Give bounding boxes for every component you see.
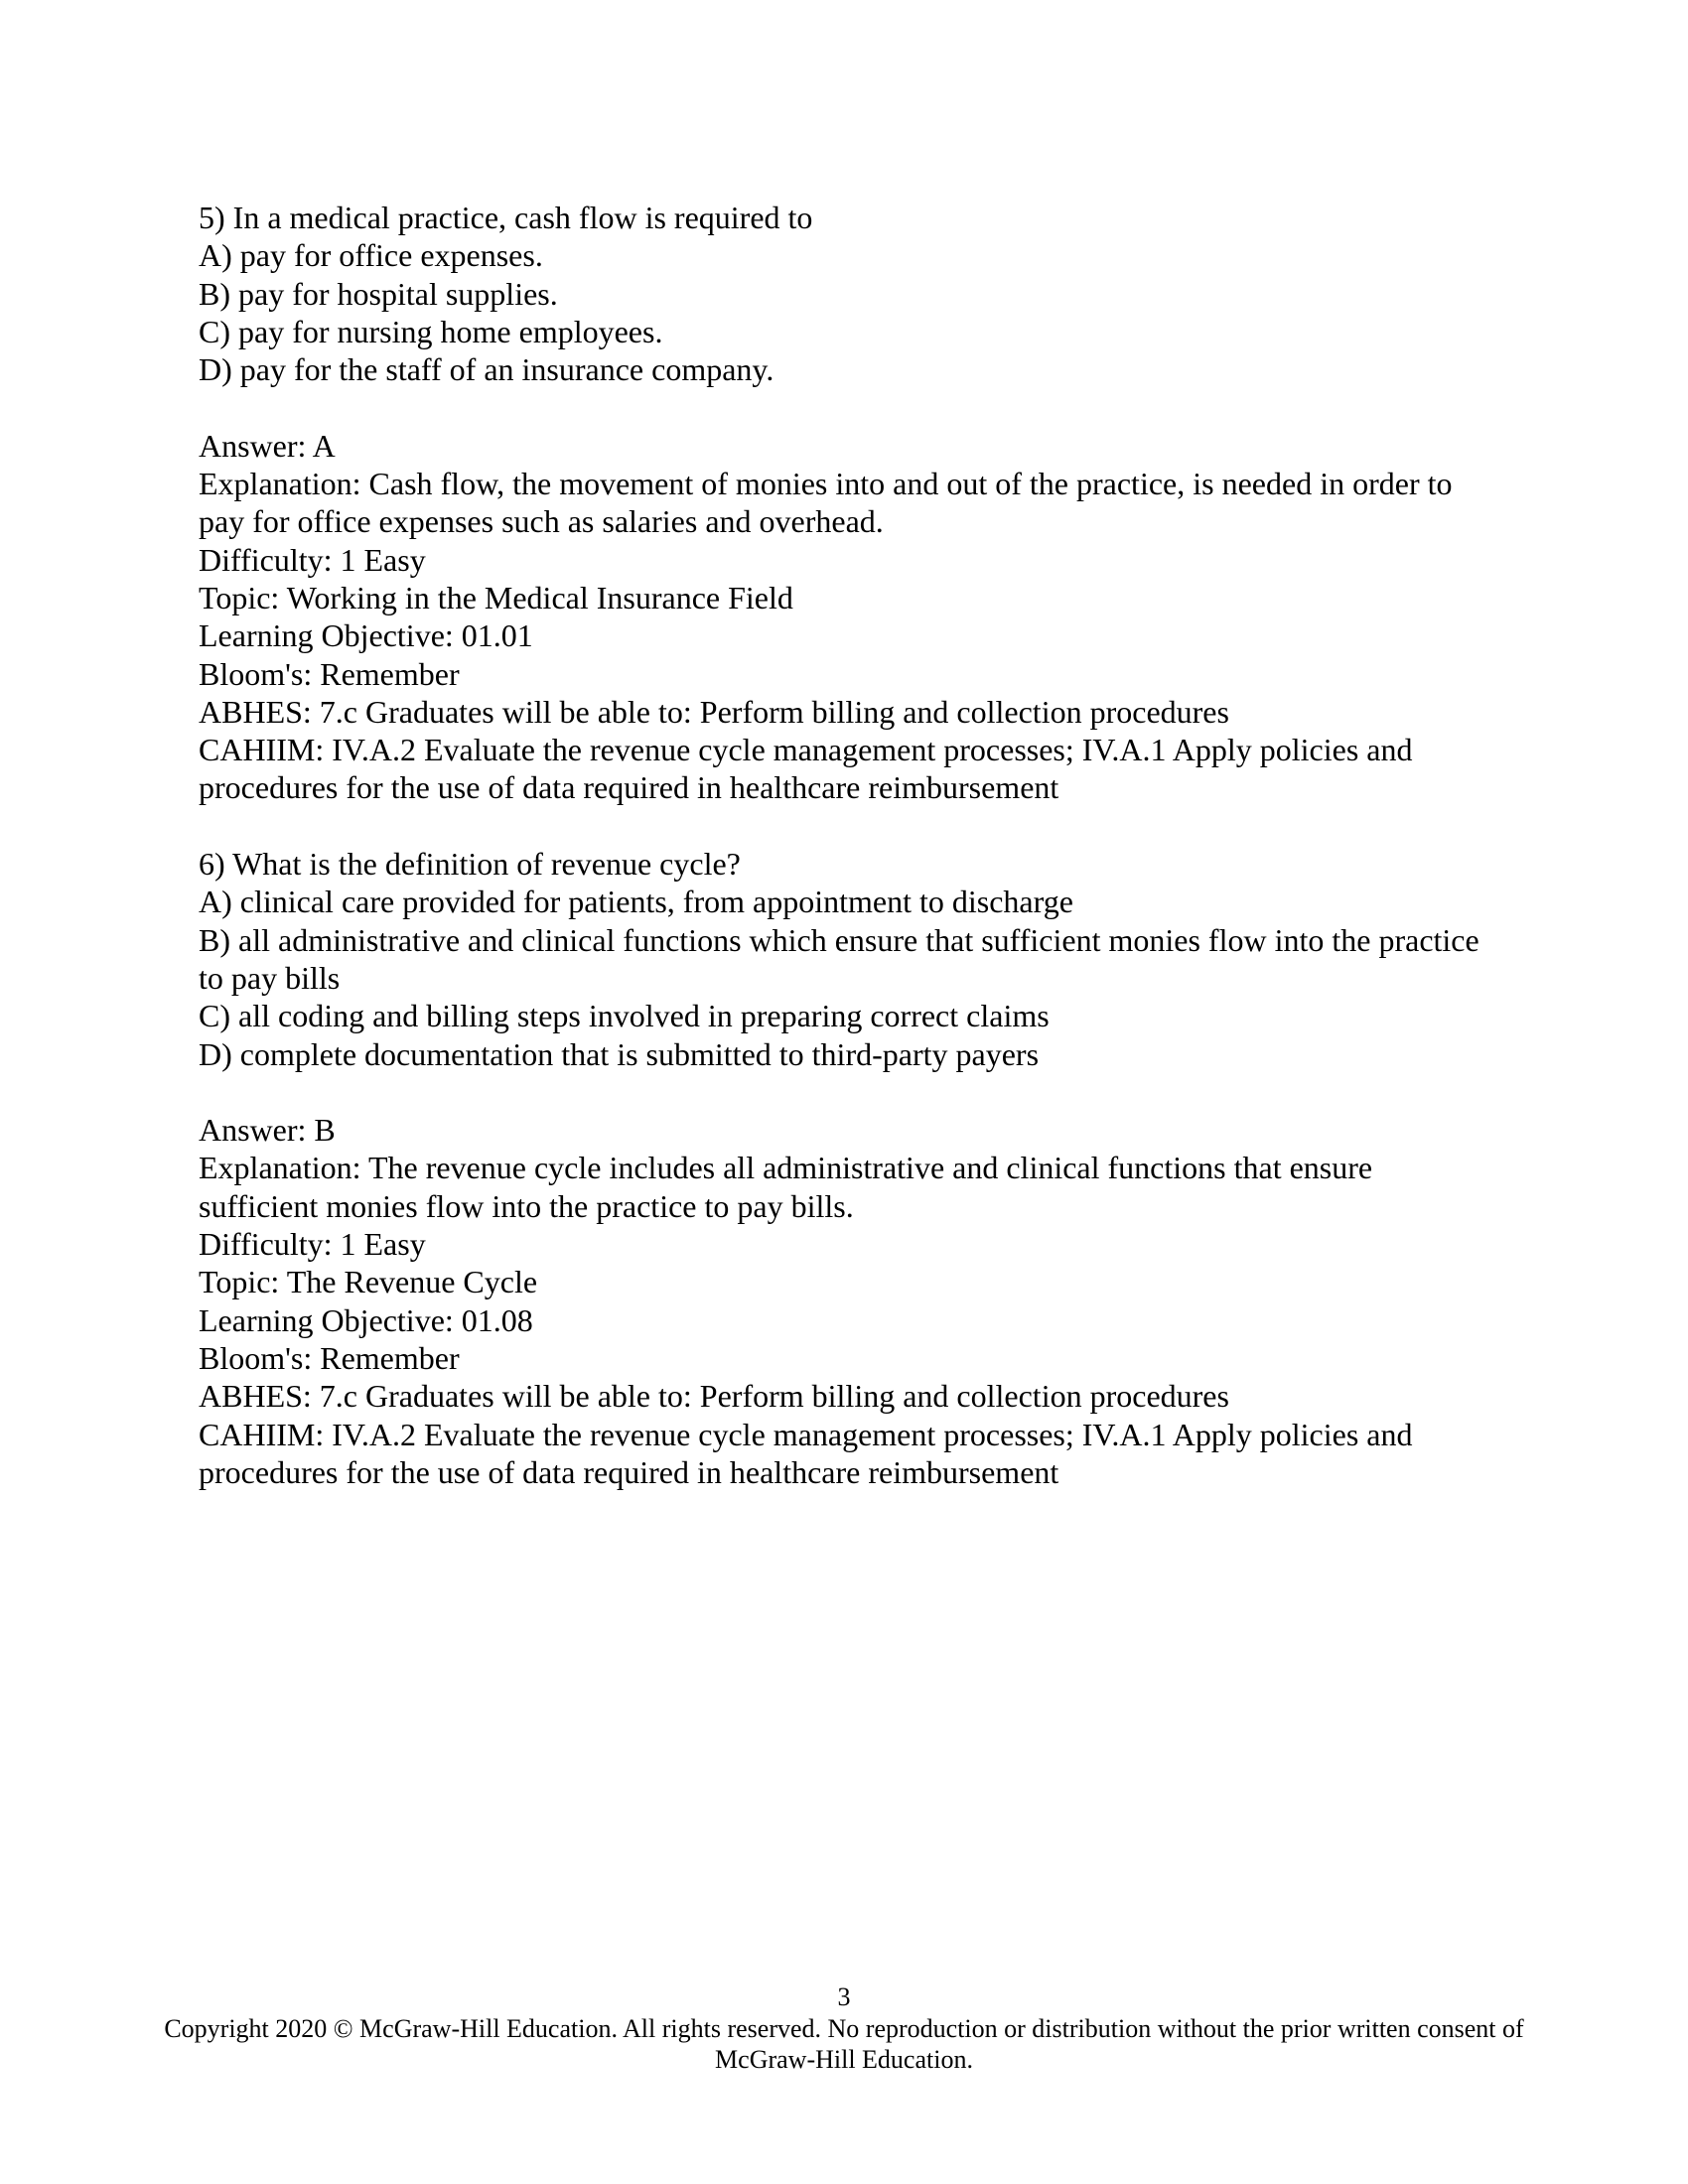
blooms: Bloom's: Remember xyxy=(199,655,460,692)
spacer xyxy=(199,1073,1499,1111)
question-stem: 6) What is the definition of revenue cycle? xyxy=(199,846,741,883)
page-number: 3 xyxy=(837,1982,851,2011)
explanation: Explanation: Cash flow, the movement of monies into and out of the practice, is needed in order to pay for office expenses such as salaries and overhead. xyxy=(199,466,1453,540)
option-d: D) complete documentation that is submitted to third-party payers xyxy=(199,1035,1040,1072)
page-content xyxy=(199,199,1499,1491)
option-b: B) pay for hospital supplies. xyxy=(199,275,558,312)
spacer xyxy=(199,807,1499,845)
difficulty: Difficulty: 1 Easy xyxy=(199,1226,426,1263)
answer: Answer: A xyxy=(199,427,336,464)
abhes: ABHES: 7.c Graduates will be able to: Perform billing and collection procedures xyxy=(199,693,1229,730)
topic: Topic: Working in the Medical Insurance Field xyxy=(199,579,793,615)
learning-objective: Learning Objective: 01.01 xyxy=(199,617,533,654)
option-b: B) all administrative and clinical functions which ensure that sufficient monies flow into the practice to pay bills xyxy=(199,921,1479,996)
option-c: C) pay for nursing home employees. xyxy=(199,313,663,349)
option-a: A) pay for office expenses. xyxy=(199,237,543,274)
explanation: Explanation: The revenue cycle includes all administrative and clinical functions that ensure sufficient monies flow into the practice to pay bills. xyxy=(199,1150,1373,1224)
question-5 xyxy=(199,199,1499,807)
cahiim: CAHIIM: IV.A.2 Evaluate the revenue cycle management processes; IV.A.1 Apply policies and procedures for the use of data required in healthcare reimbursement xyxy=(199,732,1413,806)
option-a: A) clinical care provided for patients, from appointment to discharge xyxy=(199,884,1073,920)
learning-objective: Learning Objective: 01.08 xyxy=(199,1301,533,1338)
question-stem: 5) In a medical practice, cash flow is required to xyxy=(199,200,813,235)
difficulty: Difficulty: 1 Easy xyxy=(199,541,426,578)
spacer xyxy=(199,388,1499,426)
option-c: C) all coding and billing steps involved in preparing correct claims xyxy=(199,998,1050,1034)
option-d: D) pay for the staff of an insurance company. xyxy=(199,351,774,388)
question-6 xyxy=(199,845,1499,1491)
copyright-notice: Copyright 2020 © McGraw-Hill Education. All rights reserved. No reproduction or distribution without the prior written consent of McGraw-Hill Education. xyxy=(164,2014,1524,2074)
blooms: Bloom's: Remember xyxy=(199,1339,460,1376)
topic: Topic: The Revenue Cycle xyxy=(199,1264,538,1300)
abhes: ABHES: 7.c Graduates will be able to: Perform billing and collection procedures xyxy=(199,1378,1229,1415)
cahiim: CAHIIM: IV.A.2 Evaluate the revenue cycle management processes; IV.A.1 Apply policies and procedures for the use of data required in healthcare reimbursement xyxy=(199,1416,1413,1490)
answer: Answer: B xyxy=(199,1112,336,1149)
